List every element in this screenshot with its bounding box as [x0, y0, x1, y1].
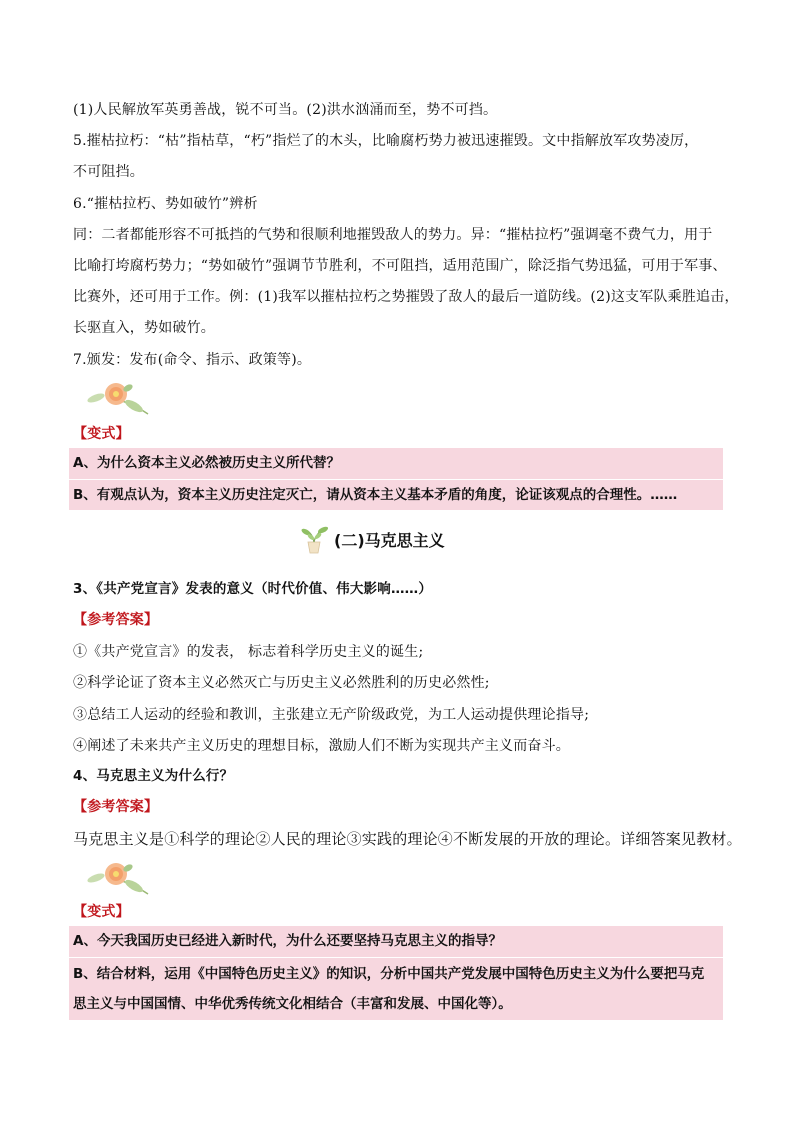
divider: [69, 957, 723, 958]
answer-label: 【参考答案】: [73, 799, 159, 815]
question-title: 3、《共产党宣言》发表的意义（时代价值、伟大影响……）: [73, 581, 433, 597]
potted-plant-icon: [298, 524, 330, 554]
text-line: 同：二者都能形容不可抵挡的气势和很顺利地摧毁敌人的势力。异：“摧枯拉朽”强调毫不费气力，用于: [73, 227, 713, 243]
variant-question-b: B、有观点认为，资本主义历史注定灭亡，请从资本主义基本矛盾的角度，论证该观点的合理性。……: [73, 487, 678, 503]
flower-icon: [82, 376, 152, 418]
text-line: (1)人民解放军英勇善战，锐不可当。(2)洪水汹涌而至，势不可挡。: [73, 102, 498, 118]
answer-line: ③总结工人运动的经验和教训，主张建立无产阶级政党，为工人运动提供理论指导;: [73, 707, 590, 723]
variant-label: 【变式】: [73, 904, 130, 920]
text-line: 5.摧枯拉朽：“枯”指枯草，“朽”指烂了的木头，比喻腐朽势力被迅速摧毁。文中指解放军攻势凌厉，: [73, 133, 699, 149]
answer-line: 马克思主义是①科学的理论②人民的理论③实践的理论④不断发展的开放的理论。详细答案见教材。: [73, 830, 742, 848]
text-line: 7.颁发：发布(命令、指示、政策等)。: [73, 352, 312, 368]
variant-question-a: A、为什么资本主义必然被历史主义所代替？: [73, 455, 340, 471]
section-heading: [298, 524, 445, 554]
variant-label: 【变式】: [73, 426, 130, 442]
divider: [69, 479, 723, 480]
text-line: 比喻打垮腐朽势力；“势如破竹”强调节节胜利，不可阻挡，适用范围广，除泛指气势迅猛，可用于军事、: [73, 258, 727, 274]
question-title: 4、马克思主义为什么行？: [73, 768, 234, 784]
variant-question-b-cont: 思主义与中国国情、中华优秀传统文化相结合（丰富和发展、中国化等）。: [73, 996, 512, 1012]
answer-label: 【参考答案】: [73, 612, 159, 628]
variant-question-a: A、今天我国历史已经进入新时代，为什么还要坚持马克思主义的指导？: [73, 933, 502, 949]
answer-line: ①《共产党宣言》的发表， 标志着科学历史主义的诞生;: [73, 644, 424, 660]
flower-icon: [82, 856, 152, 898]
answer-line: ④阐述了未来共产主义历史的理想目标，激励人们不断为实现共产主义而奋斗。: [73, 738, 570, 754]
section-title: (二)马克思主义: [334, 530, 445, 550]
text-line: 6.“摧枯拉朽、势如破竹”辨析: [73, 196, 258, 212]
text-line: 长驱直入，势如破竹。: [73, 320, 215, 336]
text-line: 比赛外，还可用于工作。例：(1)我军以摧枯拉朽之势摧毁了敌人的最后一道防线。(2)这支军队乘胜追击，: [73, 289, 739, 305]
variant-question-b: B、结合材料，运用《中国特色历史主义》的知识，分析中国共产党发展中国特色历史主义为什么要把马克: [73, 966, 705, 982]
text-line: 不可阻挡。: [73, 164, 144, 180]
answer-line: ②科学论证了资本主义必然灭亡与历史主义必然胜利的历史必然性;: [73, 675, 490, 691]
